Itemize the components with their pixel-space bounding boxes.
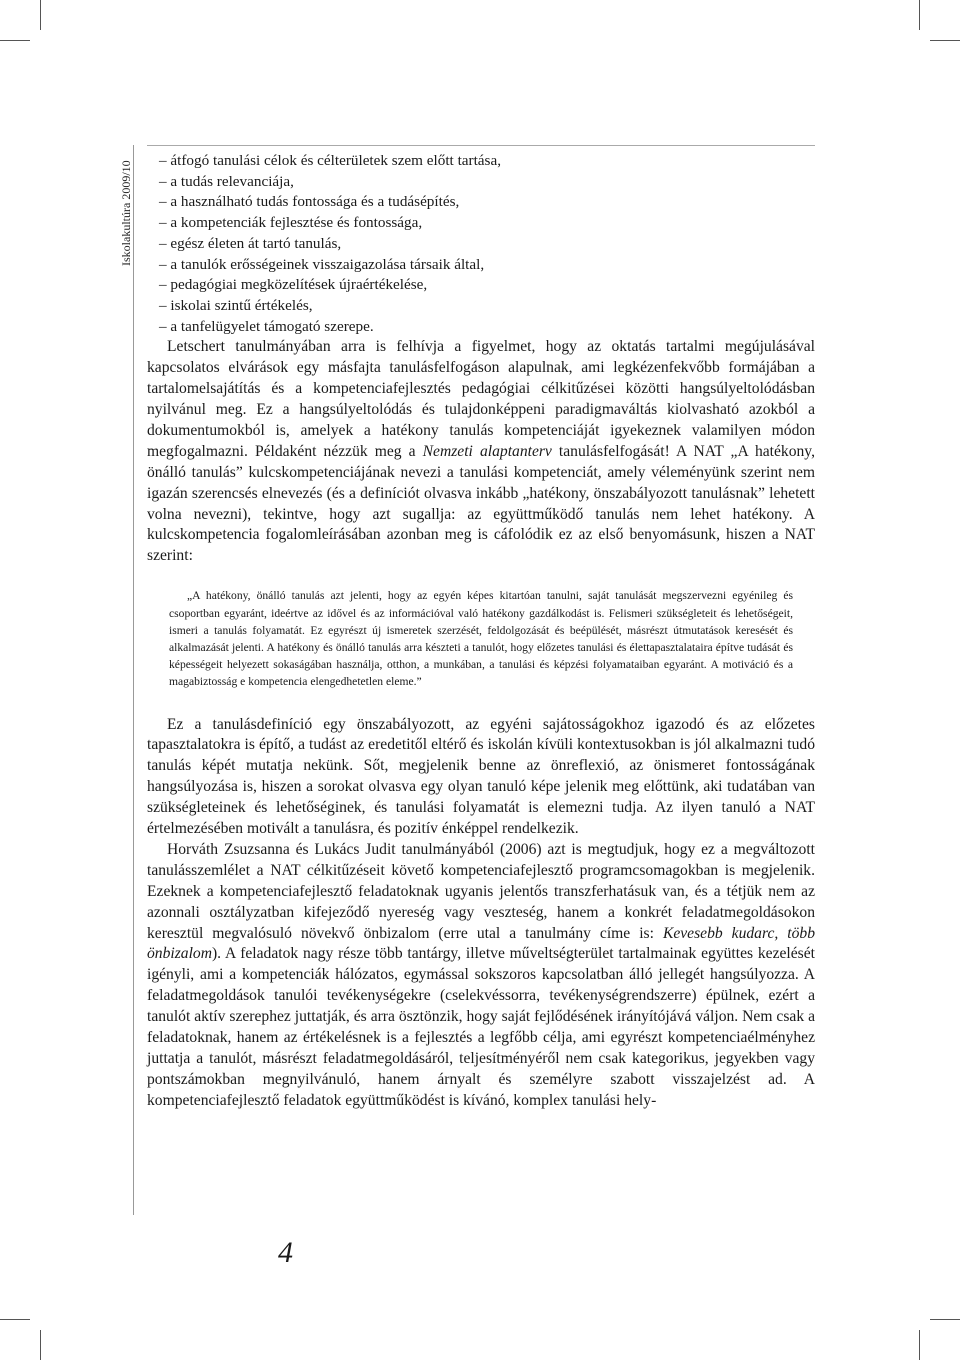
paragraph [147,840,815,1112]
crop-mark [919,0,920,30]
paragraph-text: ). A feladatok nagy része több tantárgy, illetve műveltségterület tartalmainak együttes kezelését igényli, ami a kompetenciák hálózatos, egymással sokszoros kapcsolatban álló jellegét hangsúlyozza. A feladatmegoldások tanulói tevékenységekre (cselekvéssorra, tevékenységrendszerre) épülnek, ezért a tanulót aktív szerephez juttatják, és arra ösztönzik, hogy saját fejlődésének irányítójává váljon. Nem csak a feladatoknak, hanem az értékelésnek is a fejlesztés a legfőbb célja, ami egyrészt kompetenciaélményhez juttatja a tanulót, másrészt feladatmegoldásáról, teljesítményéről nem csak kategorikus, jegyekben vagy pontszámokban megnyilvánuló, hanem árnyalt és személyre szabott visszajelzést ad. A kompetenciafejlesztő feladatok együttműködést is kívánó, komplex tanulási hely- [147,945,815,1109]
crop-mark [919,1330,920,1360]
page-content [147,151,815,1112]
margin-rule [133,145,134,1215]
crop-mark [0,40,30,41]
list-item: – a tudás relevanciája, [159,172,815,193]
header-rule [147,145,815,146]
running-head [116,150,138,266]
crop-mark [0,1319,30,1320]
list-item: – a tanulók erősségeinek visszaigazolása társaik által, [159,255,815,276]
crop-mark [40,1330,41,1360]
list-item: – a használható tudás fontossága és a tudásépítés, [159,192,815,213]
block-quote: „A hatékony, önálló tanulás azt jelenti, hogy az egyén képes kitartóan tanulni, saját tanulását megszervezni egyénileg és csoportban egyaránt, ideértve az idővel és az információval való hatékony gazdálkodást is. Felismeri szükségleteit és lehetőségeit, ismeri a tanulás folyamatát. Ez egyrészt új ismeretek szerzését, feldolgozását és beépülését, másrészt útmutatások keresését és alkalmazását jelenti. A hatékony és önálló tanulás arra készteti a tanulót, hogy előzetes tanulási és élettapasztalataira építve tudását és képességeit helyezett sokaságában használja, otthon, a munkában, a tanulási és képzési folyamataiban egyaránt. A motiváció és a magabiztosság e kompetencia elengedhetetlen eleme.” [169,589,793,689]
running-head-text: Iskolakultúra 2009/10 [119,160,133,266]
crop-mark [40,0,41,30]
paragraph-text: Horváth Zsuzsanna és Lukács Judit tanulmányából (2006) azt is megtudjuk, hogy ez a megváltozott tanulásszemlélet a NAT célkitűzéseit követő kompetenciafejlesztő programcsomagokban is megjelenik. Ezeknek a kompetenciafejlesztő feladatoknak ugyanis jelentős transzferhatásuk van, és a tétjük nem az azonnali osztályzatban kifejeződő nyereség vagy veszteség, hanem a konkrét feladatmegoldásokon keresztül megvalósuló növekvő önbizalom (erre utal a tanulmány címe is: [147,840,815,942]
paragraph-text: Letschert tanulmányában arra is felhívja a figyelmet, hogy az oktatás tartalmi megújulásával kapcsolatos elvárások egy másfajta tanulásfelfogáson alapulnak, ami legkézenfekvőbb formájában a tartalomelsajátítás és a kompetenciafejlesztés pedagógiai célkitűzései közötti hangsúlyeltolódásban nyilvánul meg. Ez a hangsúlyeltolódás és tulajdonképpeni paradigmaváltás kiolvasható azokból a dokumentumokból is, amelyek a hatékony tanulás kompetenciáját igyekeznek valamilyen módon megfogalmazni. Példaként nézzük meg a [147,338,815,460]
paragraph: Ez a tanulásdefiníció egy önszabályozott, az egyéni sajátosságokhoz igazodó és az előzetes tapasztalatokra is építő, a tudást az eredetitől eltérő és iskolán kívüli kontextusokban is jól alkalmazni tudó tanulás képét mutatja nekünk. Sőt, megjelenik benne az önreflexió, az önismeret fontosságának hangsúlyozása is, hiszen a sorokat olvasva egy olyan tanuló képe jelenik meg előttünk, aki tudatában van szükségleteinek és lehetőséginek, és tanulási folyamatát is elemezni tudja. Az ilyen tanuló a NAT értelmezésében motivált a tanulásra, és pozitív énképpel rendelkezik. [147,715,815,838]
list-item: – a tanfelügyelet támogató szerepe. [159,317,815,338]
list-item: – a kompetenciák fejlesztése és fontossága, [159,213,815,234]
list-item: – átfogó tanulási célok és célterületek szem előtt tartása, [159,151,815,172]
study-title: Kevesebb kudarc, több önbizalom [147,924,815,963]
list-item: – pedagógiai megközelítések újraértékelése, [159,275,815,296]
list-item: – iskolai szintű értékelés, [159,296,815,317]
page-number: 4 [278,1236,293,1269]
bullet-list [159,151,815,337]
crop-mark [930,40,960,41]
list-item: – egész életen át tartó tanulás, [159,234,815,255]
document-title: Nemzeti alaptanterv [422,442,552,460]
paragraph [147,337,815,567]
paragraph-text: tanulásfelfogását! A NAT „A hatékony, önálló tanulás” kulcskompetenciájának nevezi a tanulási kompetenciát, amely véleményünk szerint nem igazán szerencsés elnevezés (és a definíciót olvasva inkább „hatékony, önszabályozott tanulásnak” lehetett volna nevezni), tekintve, hogy azt sugallja: az együttműködő tanulás nem lehet hatékony. A kulcskompetencia fogalomleírásában azonban meg is cáfolódik ez az első benyomásunk, hiszen a NAT szerint: [147,442,815,565]
crop-mark [930,1319,960,1320]
